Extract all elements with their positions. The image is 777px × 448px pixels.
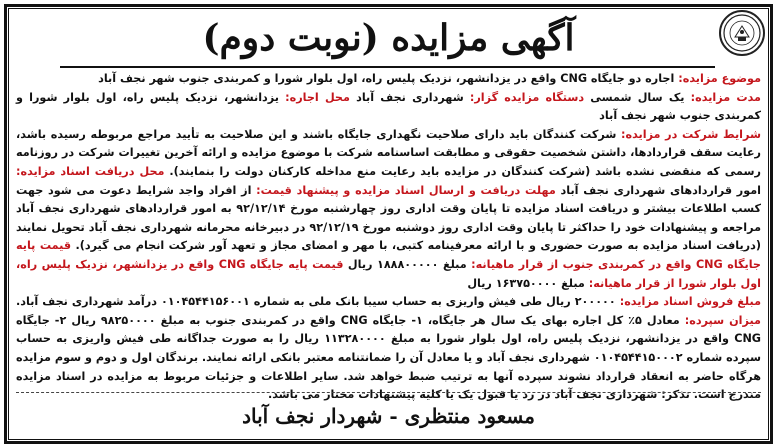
municipality-seal-icon [719, 10, 765, 56]
label-conditions: شرایط شرکت در مزایده: [621, 127, 761, 141]
text-location: یزدانشهر، نزدیک پلیس راه، اول بلوار شورا و کمربندی جنوب شهر نجف آباد [16, 90, 761, 123]
page-title: آگهی مزایده (نوبت دوم) [202, 17, 575, 59]
label-base-price-yazdan: قیمت پایه جایگاه CNG واقع در یزدانشهر، نزدیک پلیس راه، اول بلوار شورا از قرار ماهیانه: [16, 257, 761, 290]
label-organizer: دستگاه مزایده گزار: [469, 90, 585, 104]
label-location: محل اجاره: [285, 90, 350, 104]
label-base-price-south: قیمت پایه جایگاه CNG واقع در کمربندی جنوب از قرار ماهیانه: [16, 239, 761, 271]
label-deadline: مهلت دریافت و ارسال اسناد مزایده و پیشنهاد قیمت: [256, 183, 556, 197]
paragraph-subject [16, 70, 761, 89]
label-docs-place: محل دریافت اسناد مزایده: [16, 164, 165, 178]
text-doc-price: ۲۰۰۰۰۰ ریال طی فیش واریزی به حساب سیبا بانک ملی به شماره ۰۱۰۴۵۴۴۱۵۶۰۰۱ درآمد شهرداری نجف آباد. [16, 295, 620, 309]
footer-divider [16, 392, 761, 393]
text-deadline: از افراد واجد شرایط دعوت می شود جهت کسب اطلاعات بیشتر و دریافت اسناد مزایده تا پایان وقت اداری روز چهارشنبه مورخ ۹۲/۱۲/۱۴ به امور قراردادهای شهرداری نجف آباد مراجعه و پیشنهادات خود را حداکثر تا پایان وقت اداری روز دوشنبه مورخ ۹۲/۱۲/۱۹ در دبیرخانه محرمانه شهرداری نجف آباد تحویل نمایند (دریافت اسناد مزایده به صورت حضوری و با ارائه معرفینامه کتبی، با مهر و امضای مجاز و تعهد آور شرکت انجام می گیرد). [16, 183, 761, 253]
text-conditions: شرکت کنندگان باید دارای صلاحیت نگهداری جایگاه باشند و این صلاحیت به تأیید مراجع مربوطه رسیده باشد، رعایت سقف قراردادها، داشتن شخصیت حقوقی و مطابقت اساسنامه شرکت با موضوع مزایده و ارائه آخرین تغییرات شرکت در روزنامه رسمی که منقضی نشده باشد (شرکت کنندگان در مزایده باید رعایت منع مداخله کارکنان دولت را بنمایند). [16, 127, 761, 178]
text-base-price-yazdan: مبلغ ۱۶۳۷۵۰۰۰۰ ریال [467, 276, 589, 290]
text-duration: یک سال شمسی [584, 90, 691, 104]
text-deposit: معادل ۵٪ کل اجاره بهای یک سال هر جایگاه، ۱- جایگاه CNG واقع در کمربندی جنوب به مبلغ ۹۸۲۵۰۰۰۰ ریال ۲- جایگاه CNG واقع در یزدانشهر، نزدیک پلیس راه، اول بلوار شورا به مبلغ ۱۱۳۲۸۰۰۰۰ ریال را به صورت جداگانه طی فیش واریزی به حساب سپرده شماره ۰۱۰۴۵۴۴۱۵۰۰۰۲ شهرداری نجف آباد و یا معادل آن را ضمانتنامه معتبر بانکی ارائه نمایند. برندگان اول و دوم و سوم مزایده هرگاه حاضر به انعقاد قرارداد نشوند سپرده آنها به ترتیب ضبط خواهد شد. سایر اطلاعات و جزئیات مربوط به مزایده در اسناد مزایده مندرج است. تذکر: شهرداری نجف آباد در رد یا قبول یک یا کلیه پیشنهادات مختار می باشد. [16, 313, 761, 402]
signature-line: مسعود منتظری - شهردار نجف آباد [242, 404, 535, 428]
paragraph-conditions [16, 126, 761, 293]
text-docs-place: امور قراردادهای شهرداری نجف آباد [555, 183, 761, 197]
label-subject: موضوع مزایده: [678, 72, 761, 85]
label-doc-price: مبلغ فروش اسناد مزایده: [619, 295, 761, 309]
text-organizer: شهرداری نجف آباد [349, 90, 470, 104]
paragraph-fees [16, 293, 761, 405]
title-divider [60, 66, 715, 68]
label-duration: مدت مزایده: [690, 90, 761, 104]
label-deposit: میزان سپرده: [684, 313, 761, 327]
title-area [60, 10, 717, 66]
paragraph-duration [16, 89, 761, 126]
text-base-price-south: مبلغ ۱۸۸۸۰۰۰۰۰ ریال [343, 257, 472, 271]
notice-body [16, 70, 761, 402]
text-subject: اجاره دو جایگاه CNG واقع در یزدانشهر، نزدیک پلیس راه، اول بلوار شورا و کمربندی جنوب شهر نجف آباد [98, 72, 679, 85]
